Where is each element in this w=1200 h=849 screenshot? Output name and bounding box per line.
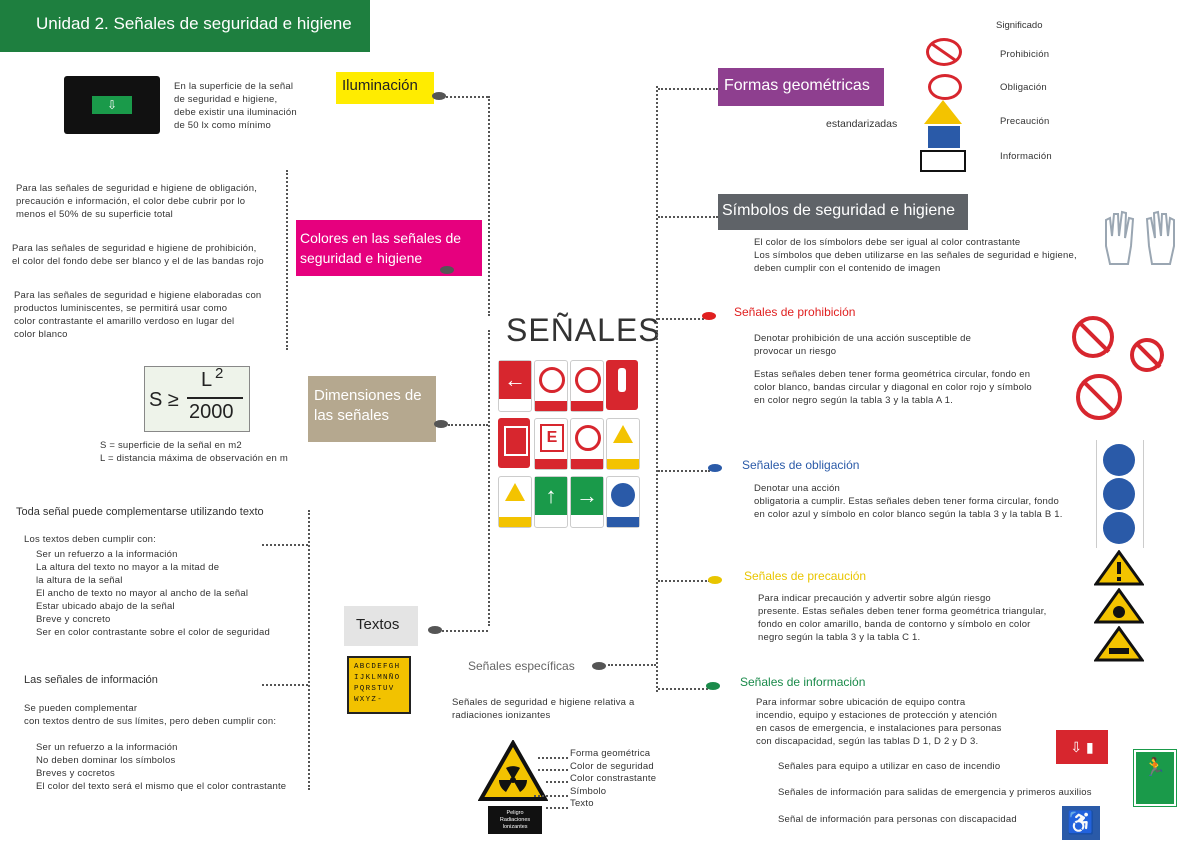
prohibicion-node[interactable]: Señales de prohibición (734, 305, 856, 319)
no-fire-sign (570, 360, 604, 412)
prohibition-shape-icon (926, 38, 962, 66)
gloves-icon (1098, 206, 1182, 268)
colores-p3: Para las señales de seguridad e higiene elaboradas con productos luminiscentes, se permitirá usar como color contrastante el amarillo verdoso en lugar del color blanco (14, 290, 262, 340)
informacion-node[interactable]: Señales de información (740, 675, 866, 689)
iluminacion-text: En la superficie de la señal de seguridad e higiene, debe existir una iluminación de 50 lx como mínimo (174, 81, 297, 131)
colores-p1: Para las señales de seguridad e higiene de obligación, precaución e información, el color debe cubrir por lo menos el 50% de su superficie total (16, 183, 258, 220)
hose-sign (498, 418, 530, 468)
no-smoking-sign (570, 418, 604, 470)
formula-box: S ≥ L 2 2000 (144, 366, 250, 432)
header-bar (0, 0, 370, 52)
textos-sub1: Los textos deben cumplir con: (24, 534, 157, 545)
formas-item-prohibicion: Prohibición (1000, 49, 1050, 60)
no-pedestrian-icon (1130, 338, 1164, 372)
exit-light-image: ⇩ (64, 76, 160, 134)
especificas-text: Señales de seguridad e higiene relativa a radiaciones ionizantes (452, 697, 635, 721)
boots-icon (1103, 478, 1135, 510)
exit-right-sign: → (570, 476, 604, 528)
informacion-p1: Para informar sobre ubicación de equipo contra incendio, equipo y estaciones de protección y atención en casos de emergencia, e instalaciones para personas con discapacidad, según las tablas D 1, D 2 y D 3. (756, 697, 1002, 747)
precaucion-p1: Para indicar precaución y advertir sobre algún riesgo presente. Estas señales deben tener forma geométrica triangular, fondo en color amarillo, banda de contorno y símbolo en color negro según la tabla 3 y la tabla C 1. (758, 593, 1047, 643)
simbolos-text: El color de los símbolors debe ser igual al color contrastante Los símbolos que deben utilizarse en las señales de seguridad e higiene, deben cumplir con el contenido de imagen (754, 237, 1077, 274)
obligacion-node[interactable]: Señales de obligación (742, 458, 860, 472)
formas-item-obligacion: Obligación (1000, 82, 1047, 93)
page-title: Unidad 2. Señales de seguridad e higiene (36, 14, 352, 33)
exit-door-sign: E (534, 418, 568, 470)
caution-hand-icon (1094, 626, 1144, 662)
emergency-exit-icon: 🏃 (1134, 750, 1176, 806)
informacion-item-discapacidad: Señal de información para personas con discapacidad (778, 814, 1017, 825)
dimensiones-legend: S = superficie de la señal en m2 L = distancia máxima de observación en m (100, 440, 288, 464)
center-title: SEÑALES (506, 312, 661, 348)
obligation-signs-column (1096, 440, 1144, 548)
caution-slip-sign (498, 476, 532, 528)
especificas-parts: Forma geométrica Color de seguridad Color constrastante Símbolo Texto (570, 748, 657, 809)
signs-grid (498, 360, 638, 528)
fire-equipment-icon: ⇩ ▮ (1056, 730, 1108, 764)
colores-p2: Para las señales de seguridad e higiene de prohibición, el color del fondo debe ser blanco y el de las bandas rojo (12, 243, 264, 267)
gloves-mandatory-icon (1103, 512, 1135, 544)
caution-signs-column (1094, 550, 1144, 662)
textos-list2: Ser un refuerzo a la información No deben dominar los símbolos Breves y cocretos El color del texto será el mismo que el color contrastante (36, 742, 287, 792)
accessibility-icon: ♿ (1062, 806, 1100, 840)
caution-shape-icon (924, 100, 962, 124)
formas-sub: estandarizadas (826, 118, 898, 130)
exit-arrow-sign: ← (498, 360, 532, 412)
textos-sub2: Las señales de información (24, 674, 158, 686)
extinguisher-sign (606, 360, 638, 410)
no-forklift-icon (1076, 374, 1122, 420)
precaucion-node[interactable]: Señales de precaución (744, 569, 867, 583)
textos-list1: Ser un refuerzo a la información La altura del texto no mayor a la mitad de la altura de la señal El ancho de texto no mayor al ancho de la señal Estar ubicado abajo de la señal Breve y concreto Ser en color contrastante sobre el color de seguridad (36, 549, 270, 638)
textos-intro: Toda señal puede complementarse utilizando texto (16, 506, 264, 518)
colores-node[interactable]: Colores en las señales de seguridad e higiene (296, 220, 482, 276)
informacion-item-salidas: Señales de información para salidas de emergencia y primeros auxilios (778, 787, 1092, 798)
goggles-icon (1103, 444, 1135, 476)
prohibicion-p2: Estas señales deben tener forma geométrica circular, fondo en color blanco, bandas circular y diagonal en color rojo y símbolo en color negro según la tabla 3 y la tabla A 1. (754, 369, 1032, 406)
textos-node[interactable]: Textos (344, 606, 418, 646)
formas-node[interactable]: Formas geométricas (718, 68, 884, 106)
empty-rectangle-icon (920, 150, 966, 172)
mandatory-sign (606, 476, 640, 528)
information-shape-icon (928, 126, 960, 148)
hazard-sign (606, 418, 640, 470)
exit-up-sign: ↑ (534, 476, 568, 528)
no-telephone-icon (1072, 316, 1114, 358)
radiation-sign (478, 740, 548, 802)
caution-exclamation-icon (1094, 550, 1144, 586)
no-phone-sign (534, 360, 568, 412)
alphabet-plate: ABCDEFGH IJKLMNÑO PQRSTUV WXYZ- (347, 656, 411, 714)
formas-item-precaucion: Precaución (1000, 116, 1050, 127)
caution-electric-icon (1094, 588, 1144, 624)
simbolos-node[interactable]: Símbolos de seguridad e higiene (718, 194, 968, 230)
obligation-shape-icon (928, 74, 962, 100)
informacion-item-incendio: Señales para equipo a utilizar en caso de incendio (778, 761, 1001, 772)
radiation-plate: Peligro Radiaciones Ionizantes (488, 806, 542, 834)
iluminacion-node[interactable]: Iluminación (336, 72, 434, 104)
obligacion-p1: Denotar una acción obligatoria a cumplir. Estas señales deben tener forma circular, fondo en color azul y símbolo en color blanco según la tabla 3 y la tabla B 1. (754, 483, 1063, 520)
textos-sub3: Se pueden complementar con textos dentro de sus límites, pero deben cumplir con: (24, 703, 277, 727)
formas-item-informacion: Información (1000, 151, 1052, 162)
formas-heading: Significado (996, 20, 1043, 31)
dimensiones-node[interactable]: Dimensiones de las señales (308, 376, 436, 442)
prohibicion-p1: Denotar prohibición de una acción susceptible de provocar un riesgo (754, 333, 972, 357)
especificas-node[interactable]: Señales específicas (468, 659, 575, 673)
